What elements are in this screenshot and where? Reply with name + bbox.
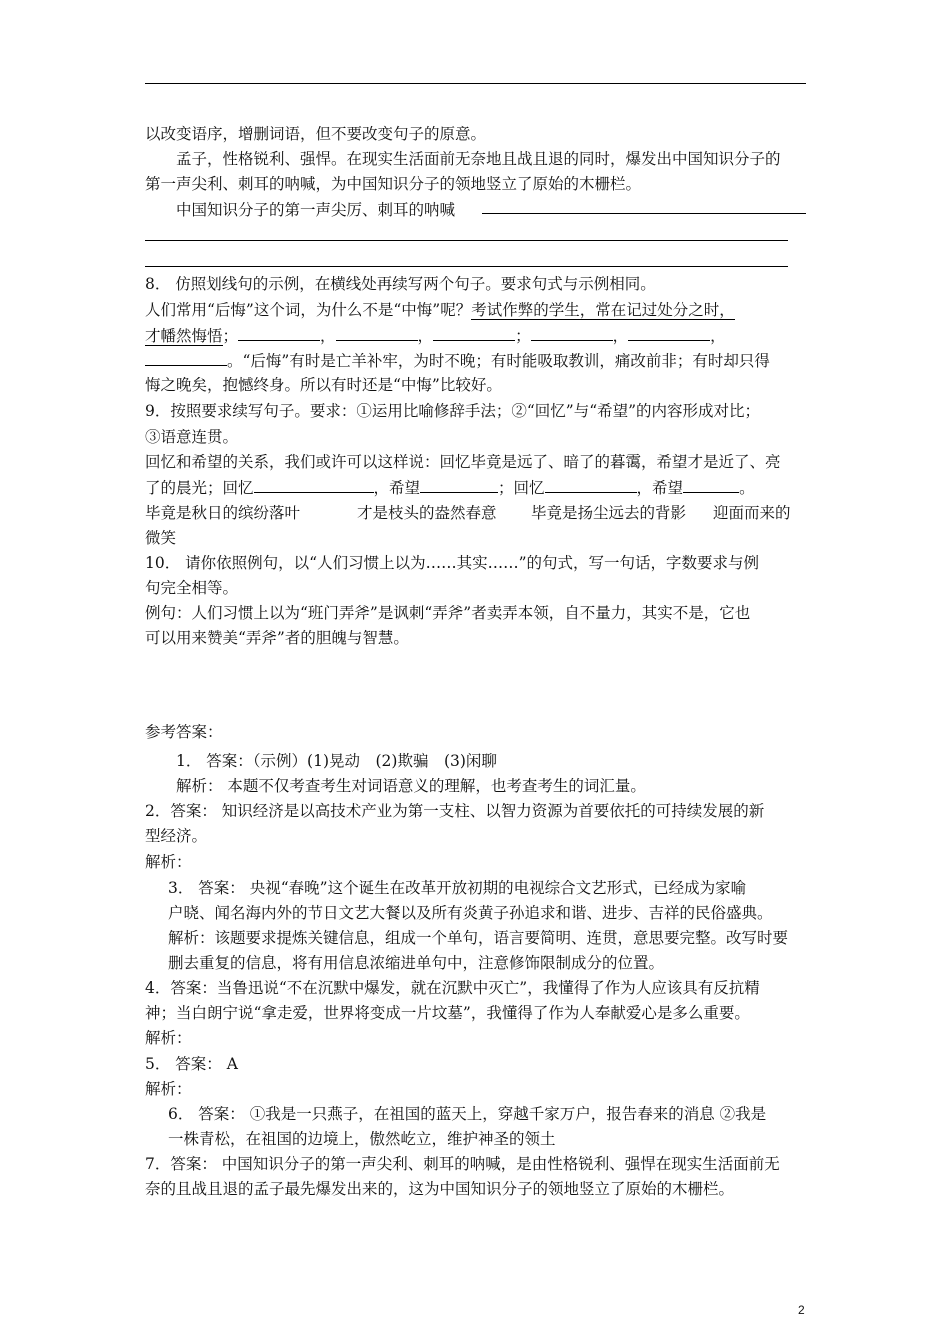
answer-7-line2: 奈的且战且退的孟子最先爆发出来的，这为中国知识分子的领地竖立了原始的木栅栏。 — [145, 1180, 735, 1198]
q8-comma: ， — [320, 327, 336, 345]
q8-comma: ， — [612, 327, 629, 345]
answer-1: 1． 答案：（示例）(1)晃动 (2)欺骗 (3)闲聊 — [176, 752, 497, 770]
q9-blank-3[interactable] — [545, 477, 637, 493]
q8-blank-5[interactable] — [628, 325, 710, 341]
answer-2-line2: 型经济。 — [145, 827, 208, 845]
q8-example-underlined-1: 考试作弊的学生，常在记过处分之时， — [471, 301, 735, 319]
q10-stem-line1: 10． 请你依照例句，以“人们习惯上以为……其实……”的句式，写一句话，字数要求与例 — [145, 554, 760, 572]
answer-4-explanation: 解析： — [145, 1029, 192, 1047]
answer-6-line2: 一株青松，在祖国的边境上，傲然屹立，维护神圣的领土 — [168, 1130, 556, 1148]
q10-example-line2: 可以用来赞美“弄斧”者的胆魄与智慧。 — [145, 629, 409, 647]
q9-line2 — [145, 477, 755, 497]
q8-line2 — [145, 325, 726, 345]
q9-stem-line2: ③语意连贯。 — [145, 428, 239, 446]
q9-line2-e: 。 — [739, 479, 755, 497]
q8-line3 — [145, 350, 770, 370]
answer-4-line1: 4．答案：当鲁迅说“不在沉默中爆发，就在沉默中灭亡”，我懂得了作为人应该具有反抗精 — [145, 979, 760, 997]
q8-blank-4[interactable] — [531, 325, 613, 341]
answer-3-line1: 3． 答案： 央视“春晚”这个诞生在改革开放初期的电视综合文艺形式，已经成为家喻 — [168, 879, 747, 897]
q10-stem-line2: 句完全相等。 — [145, 579, 239, 597]
answer-5-explanation: 解析： — [145, 1080, 192, 1098]
q8-semicolon: ； — [515, 327, 531, 345]
q9-blank-1[interactable] — [254, 477, 374, 493]
q7-answer-blank-2[interactable] — [145, 240, 788, 241]
answer-5: 5． 答案： A — [145, 1055, 238, 1073]
answer-3-line4: 删去重复的信息，将有用信息浓缩进单句中，注意修饰限制成分的位置。 — [168, 954, 665, 972]
q8-blank-1[interactable] — [238, 325, 320, 341]
q9-option-3: 毕竟是扬尘远去的背影 — [531, 504, 687, 522]
answer-4-line2: 神；当白朗宁说“拿走爱，世界将变成一片坟墓”，我懂得了作为人奉献爱心是多么重要。 — [145, 1004, 750, 1022]
answer-6-line1: 6． 答案： ①我是一只燕子，在祖国的蓝天上，穿越千家万户，报告春来的消息 ②我是 — [168, 1105, 767, 1123]
q8-line3-text: 。“后悔”有时是亡羊补牢，为时不晚；有时能吸取教训，痛改前非；有时却只得 — [227, 352, 770, 370]
q8-line1-text: 人们常用“后悔”这个词，为什么不是“中悔”呢？ — [145, 301, 472, 319]
q9-line2-d: ，希望 — [636, 479, 684, 497]
q7-intro: 以改变语序，增删词语，但不要改变句子的原意。 — [145, 125, 487, 143]
q8-blank-6[interactable] — [145, 350, 227, 366]
q10-example-line1: 例句：人们习惯上以为“班门弄斧”是讽刺“弄斧”者卖弄本领，自不量力，其实不是，它也 — [145, 604, 751, 622]
q8-line1 — [145, 300, 735, 320]
q8-comma: ， — [710, 327, 726, 345]
q8-semicolon: ； — [222, 327, 239, 345]
q8-example-underlined-2: 才幡然悔悟 — [145, 327, 223, 345]
q8-blank-2[interactable] — [336, 325, 418, 341]
q7-answer-blank-1[interactable] — [482, 213, 806, 214]
header-rule — [145, 83, 806, 84]
q9-option-2: 才是枝头的盎然春意 — [357, 504, 497, 522]
q9-line2-a: 了的晨光；回忆 — [145, 479, 254, 497]
answer-1-explanation: 解析： 本题不仅考查考生对词语意义的理解，也考查考生的词汇量。 — [176, 777, 646, 795]
q9-line2-c: ；回忆 — [498, 479, 545, 497]
q7-passage-line1: 孟子，性格锐利、强悍。在现实生活面前无奈地且战且退的同时，爆发出中国知识分子的 — [176, 150, 781, 168]
q9-blank-2[interactable] — [420, 477, 498, 493]
q8-blank-3[interactable] — [433, 325, 515, 341]
q7-passage-line2: 第一声尖利、刺耳的呐喊，为中国知识分子的领地竖立了原始的木栅栏。 — [145, 175, 642, 193]
q9-option-4: 迎面而来的 — [713, 504, 791, 522]
q9-stem-line1: 9．按照要求续写句子。要求：①运用比喻修辞手法；②“回忆”与“希望”的内容形成对比； — [145, 402, 761, 420]
q7-answer-lead: 中国知识分子的第一声尖厉、刺耳的呐喊 — [176, 201, 456, 219]
q9-option-1: 毕竟是秋日的缤纷落叶 — [145, 504, 301, 522]
q9-line2-b: ，希望 — [373, 479, 421, 497]
answer-7-line1: 7．答案： 中国知识分子的第一声尖利、刺耳的呐喊，是由性格锐利、强悍在现实生活面前无 — [145, 1155, 780, 1173]
answer-3-line3: 解析：该题要求提炼关键信息，组成一个单句，语言要简明、连贯，意思要完整。改写时要 — [168, 929, 789, 947]
answer-2-explanation: 解析： — [145, 853, 192, 871]
page-number: 2 — [798, 1303, 805, 1317]
answers-heading: 参考答案： — [145, 723, 223, 741]
q9-line1: 回忆和希望的关系，我们或许可以这样说：回忆毕竟是远了、暗了的暮霭，希望才是近了、亮 — [145, 453, 781, 471]
q8-comma: ， — [417, 327, 434, 345]
q7-answer-blank-3[interactable] — [145, 266, 788, 267]
q8-line4: 悔之晚矣，抱憾终身。所以有时还是“中悔”比较好。 — [145, 376, 502, 394]
q9-option-4-cont: 微笑 — [145, 529, 177, 547]
answer-3-line2: 户晓、闻名海内外的节日文艺大餐以及所有炎黄子孙追求和谐、进步、吉祥的民俗盛典。 — [168, 904, 773, 922]
q9-blank-4[interactable] — [683, 477, 739, 493]
q8-stem: 8． 仿照划线句的示例，在横线处再续写两个句子。要求句式与示例相同。 — [145, 275, 656, 293]
answer-2-line1: 2．答案： 知识经济是以高技术产业为第一支柱、以智力资源为首要依托的可持续发展的新 — [145, 802, 765, 820]
